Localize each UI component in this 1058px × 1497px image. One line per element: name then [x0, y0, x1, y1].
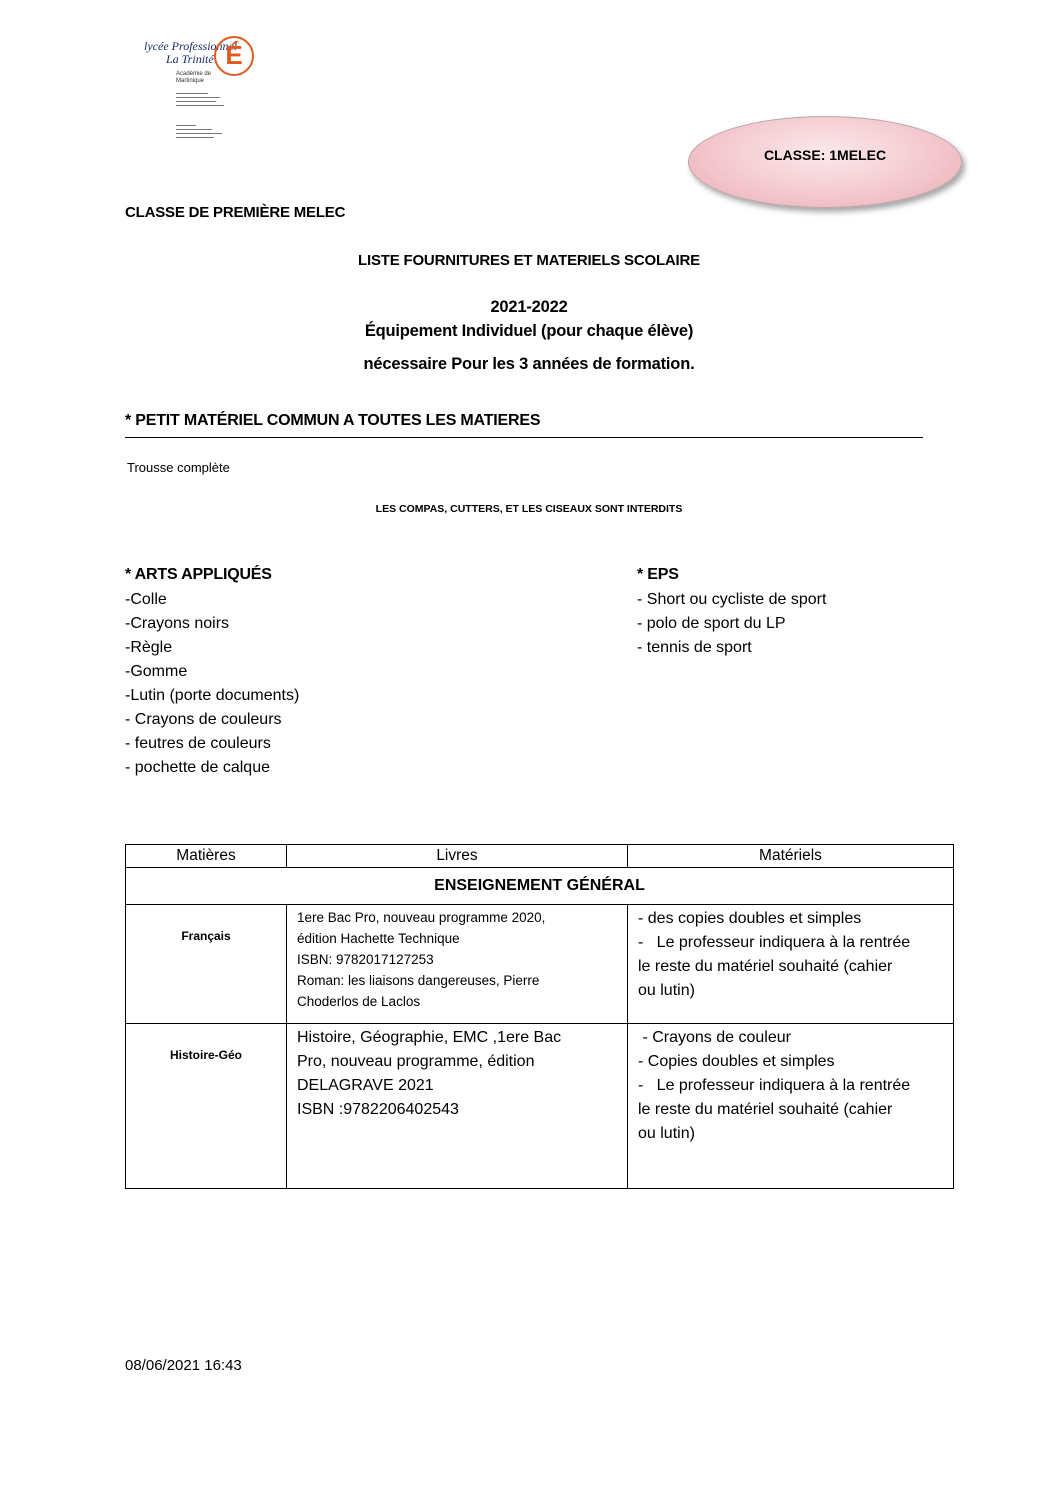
- school-logo: [140, 36, 260, 151]
- logo-title-line2: La Trinité: [166, 52, 214, 66]
- book-line: 1ere Bac Pro, nouveau programme 2020,: [297, 910, 546, 925]
- table-row: [126, 905, 954, 1024]
- common-item: Trousse complète: [127, 460, 230, 475]
- common-section-title: * PETIT MATÉRIEL COMMUN A TOUTES LES MATIERES: [125, 412, 541, 429]
- arts-list: [125, 588, 299, 780]
- material-line: - des copies doubles et simples: [638, 910, 862, 927]
- books-cell: [287, 1024, 628, 1189]
- list-item: -Règle: [125, 639, 173, 656]
- subject-cell: Français: [126, 905, 287, 1024]
- book-line: Pro, nouveau programme, édition: [297, 1053, 535, 1070]
- material-line: ou lutin): [638, 982, 695, 999]
- book-line: Histoire, Géographie, EMC ,1ere Bac: [297, 1029, 562, 1046]
- list-item: -Colle: [125, 591, 167, 608]
- heading-duration: nécessaire Pour les 3 années de formation.: [363, 355, 695, 373]
- table-header-row: [126, 845, 954, 868]
- books-cell: [287, 905, 628, 1024]
- heading-class: CLASSE DE PREMIÈRE MELEC: [125, 204, 346, 221]
- list-item: - Crayons de couleurs: [125, 711, 282, 728]
- material-line: - Crayons de couleur: [638, 1029, 791, 1046]
- supplies-table: [125, 844, 954, 1189]
- logo-academy-line2: Martinique: [176, 78, 205, 84]
- list-item: - Short ou cycliste de sport: [637, 591, 827, 608]
- list-item: - polo de sport du LP: [637, 615, 786, 632]
- column-header-books: Livres: [287, 845, 628, 868]
- list-item: - feutres de couleurs: [125, 735, 271, 752]
- material-line: - Copies doubles et simples: [638, 1053, 835, 1070]
- heading-year: 2021-2022: [490, 298, 568, 316]
- book-line: ISBN: 9782017127253: [297, 952, 434, 967]
- arts-section-title: * ARTS APPLIQUÉS: [125, 566, 272, 583]
- material-line: le reste du matériel souhaité (cahier: [638, 958, 893, 975]
- material-line: - Le professeur indiquera à la rentrée: [638, 1077, 911, 1094]
- materials-cell: [628, 1024, 954, 1189]
- table-row: [126, 1024, 954, 1189]
- class-badge: [688, 116, 962, 208]
- logo-academy-line1: Académie de: [176, 71, 212, 77]
- column-header-materials: Matériels: [628, 845, 954, 868]
- forbidden-warning: LES COMPAS, CUTTERS, ET LES CISEAUX SONT INTERDITS: [375, 503, 683, 515]
- materials-cell: [628, 905, 954, 1024]
- list-item: -Gomme: [125, 663, 188, 680]
- material-line: ou lutin): [638, 1125, 695, 1142]
- section-divider: [125, 437, 923, 438]
- book-line: DELAGRAVE 2021: [297, 1077, 434, 1094]
- list-item: -Crayons noirs: [125, 615, 230, 632]
- book-line: ISBN :9782206402543: [297, 1101, 459, 1118]
- footer-date: 08/06/2021 16:43: [125, 1357, 242, 1374]
- subject-cell: Histoire-Géo: [126, 1024, 287, 1189]
- material-line: - Le professeur indiquera à la rentrée: [638, 934, 911, 951]
- column-header-subject: Matières: [126, 845, 287, 868]
- logo-ministry2-text-icon: [176, 122, 226, 144]
- heading-equipment: Équipement Individuel (pour chaque élève): [364, 322, 694, 340]
- class-badge-label: CLASSE: 1MELEC: [763, 147, 887, 163]
- logo-title-line1: lycée Professionnel: [144, 39, 238, 53]
- book-line: Roman: les liaisons dangereuses, Pierre: [297, 973, 540, 988]
- book-line: édition Hachette Technique: [297, 931, 460, 946]
- eps-section-title: * EPS: [637, 566, 679, 583]
- list-item: -Lutin (porte documents): [125, 687, 300, 704]
- eps-list: [637, 588, 826, 660]
- logo-e-icon: É: [214, 36, 254, 76]
- material-line: le reste du matériel souhaité (cahier: [638, 1101, 893, 1118]
- book-line: Choderlos de Laclos: [297, 994, 421, 1009]
- logo-ministry-text-icon: [176, 90, 226, 114]
- section-general-teaching: ENSEIGNEMENT GÉNÉRAL: [126, 868, 954, 905]
- list-item: - tennis de sport: [637, 639, 752, 656]
- table-section-row: [126, 868, 954, 905]
- list-item: - pochette de calque: [125, 759, 270, 776]
- heading-list: LISTE FOURNITURES ET MATERIELS SCOLAIRE: [358, 252, 700, 269]
